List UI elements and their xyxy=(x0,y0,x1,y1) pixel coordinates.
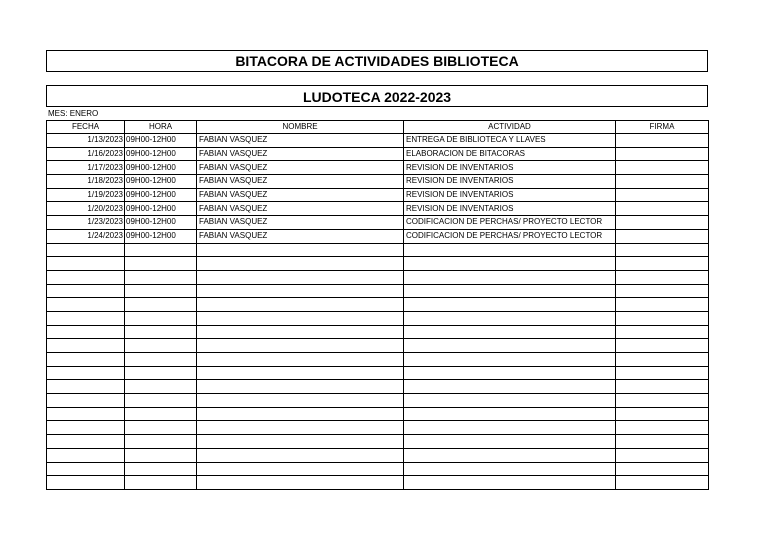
cell-hora xyxy=(125,435,197,449)
cell-nombre xyxy=(197,257,404,271)
cell-hora xyxy=(125,270,197,284)
cell-fecha xyxy=(47,339,125,353)
table-row xyxy=(47,339,709,353)
cell-firma xyxy=(616,243,709,257)
cell-actividad: REVISION DE INVENTARIOS xyxy=(404,175,616,189)
cell-nombre: FABIAN VASQUEZ xyxy=(197,229,404,243)
table-row xyxy=(47,188,709,202)
cell-actividad: ENTREGA DE BIBLIOTECA Y LLAVES xyxy=(404,134,616,148)
table-row xyxy=(47,448,709,462)
cell-fecha xyxy=(47,353,125,367)
cell-hora: 09H00-12H00 xyxy=(125,134,197,148)
cell-actividad: REVISION DE INVENTARIOS xyxy=(404,202,616,216)
cell-firma xyxy=(616,353,709,367)
cell-hora xyxy=(125,325,197,339)
cell-nombre xyxy=(197,462,404,476)
cell-firma xyxy=(616,339,709,353)
cell-hora xyxy=(125,298,197,312)
cell-actividad xyxy=(404,366,616,380)
cell-nombre: FABIAN VASQUEZ xyxy=(197,202,404,216)
cell-hora xyxy=(125,380,197,394)
cell-fecha xyxy=(47,325,125,339)
cell-firma xyxy=(616,380,709,394)
cell-fecha xyxy=(47,380,125,394)
cell-actividad xyxy=(404,353,616,367)
cell-hora xyxy=(125,421,197,435)
cell-actividad xyxy=(404,394,616,408)
cell-actividad xyxy=(404,435,616,449)
table-row xyxy=(47,325,709,339)
cell-fecha xyxy=(47,476,125,490)
cell-hora: 09H00-12H00 xyxy=(125,229,197,243)
cell-firma xyxy=(616,311,709,325)
cell-nombre xyxy=(197,435,404,449)
cell-firma xyxy=(616,229,709,243)
cell-fecha xyxy=(47,298,125,312)
cell-fecha: 1/18/2023 xyxy=(47,175,125,189)
cell-hora: 09H00-12H00 xyxy=(125,202,197,216)
cell-actividad xyxy=(404,311,616,325)
cell-hora xyxy=(125,394,197,408)
table-row xyxy=(47,243,709,257)
column-header-actividad: ACTIVIDAD xyxy=(404,121,616,134)
cell-actividad xyxy=(404,421,616,435)
cell-fecha xyxy=(47,311,125,325)
cell-actividad: CODIFICACION DE PERCHAS/ PROYECTO LECTOR xyxy=(404,229,616,243)
activity-log-table xyxy=(46,120,709,490)
cell-hora xyxy=(125,448,197,462)
table-row xyxy=(47,421,709,435)
cell-nombre xyxy=(197,284,404,298)
cell-fecha xyxy=(47,257,125,271)
cell-fecha: 1/16/2023 xyxy=(47,147,125,161)
cell-firma xyxy=(616,270,709,284)
cell-firma xyxy=(616,462,709,476)
cell-nombre: FABIAN VASQUEZ xyxy=(197,216,404,230)
cell-actividad xyxy=(404,270,616,284)
table-row xyxy=(47,407,709,421)
column-header-nombre: NOMBRE xyxy=(197,121,404,134)
document-title: BITACORA DE ACTIVIDADES BIBLIOTECA xyxy=(46,50,708,72)
cell-fecha xyxy=(47,394,125,408)
cell-firma xyxy=(616,175,709,189)
cell-firma xyxy=(616,298,709,312)
cell-fecha: 1/17/2023 xyxy=(47,161,125,175)
cell-fecha: 1/24/2023 xyxy=(47,229,125,243)
cell-actividad xyxy=(404,380,616,394)
cell-fecha: 1/13/2023 xyxy=(47,134,125,148)
cell-hora xyxy=(125,476,197,490)
table-row xyxy=(47,311,709,325)
cell-fecha xyxy=(47,366,125,380)
cell-actividad: ELABORACION DE BITACORAS xyxy=(404,147,616,161)
cell-nombre xyxy=(197,394,404,408)
cell-hora xyxy=(125,462,197,476)
cell-fecha xyxy=(47,421,125,435)
cell-fecha xyxy=(47,243,125,257)
cell-actividad xyxy=(404,325,616,339)
cell-fecha: 1/23/2023 xyxy=(47,216,125,230)
table-row xyxy=(47,216,709,230)
cell-nombre xyxy=(197,448,404,462)
cell-actividad xyxy=(404,298,616,312)
cell-firma xyxy=(616,476,709,490)
table-row xyxy=(47,462,709,476)
cell-nombre: FABIAN VASQUEZ xyxy=(197,161,404,175)
table-row xyxy=(47,202,709,216)
table-row xyxy=(47,394,709,408)
cell-nombre xyxy=(197,421,404,435)
cell-actividad xyxy=(404,284,616,298)
cell-nombre: FABIAN VASQUEZ xyxy=(197,188,404,202)
cell-actividad: CODIFICACION DE PERCHAS/ PROYECTO LECTOR xyxy=(404,216,616,230)
cell-nombre xyxy=(197,366,404,380)
cell-hora xyxy=(125,407,197,421)
cell-actividad xyxy=(404,407,616,421)
cell-hora xyxy=(125,284,197,298)
cell-nombre xyxy=(197,339,404,353)
cell-hora xyxy=(125,257,197,271)
cell-fecha: 1/20/2023 xyxy=(47,202,125,216)
cell-hora: 09H00-12H00 xyxy=(125,216,197,230)
column-header-fecha: FECHA xyxy=(47,121,125,134)
table-row xyxy=(47,366,709,380)
table-row xyxy=(47,134,709,148)
cell-nombre xyxy=(197,270,404,284)
table-row xyxy=(47,476,709,490)
cell-nombre: FABIAN VASQUEZ xyxy=(197,175,404,189)
table-row xyxy=(47,353,709,367)
table-header-row xyxy=(47,121,709,134)
cell-nombre xyxy=(197,243,404,257)
cell-actividad xyxy=(404,448,616,462)
cell-nombre: FABIAN VASQUEZ xyxy=(197,134,404,148)
cell-actividad xyxy=(404,462,616,476)
table-row xyxy=(47,147,709,161)
cell-firma xyxy=(616,188,709,202)
cell-actividad: REVISION DE INVENTARIOS xyxy=(404,188,616,202)
cell-nombre xyxy=(197,325,404,339)
cell-actividad: REVISION DE INVENTARIOS xyxy=(404,161,616,175)
cell-hora xyxy=(125,243,197,257)
cell-actividad xyxy=(404,243,616,257)
table-row xyxy=(47,298,709,312)
cell-nombre xyxy=(197,380,404,394)
cell-firma xyxy=(616,325,709,339)
cell-hora xyxy=(125,353,197,367)
cell-hora xyxy=(125,366,197,380)
cell-fecha xyxy=(47,407,125,421)
cell-fecha xyxy=(47,448,125,462)
table-row xyxy=(47,257,709,271)
table-row xyxy=(47,229,709,243)
cell-nombre xyxy=(197,407,404,421)
cell-firma xyxy=(616,202,709,216)
table-row xyxy=(47,161,709,175)
cell-firma xyxy=(616,448,709,462)
cell-firma xyxy=(616,161,709,175)
cell-nombre xyxy=(197,298,404,312)
cell-actividad xyxy=(404,339,616,353)
table-row xyxy=(47,284,709,298)
cell-firma xyxy=(616,407,709,421)
cell-firma xyxy=(616,134,709,148)
cell-fecha: 1/19/2023 xyxy=(47,188,125,202)
cell-firma xyxy=(616,284,709,298)
cell-firma xyxy=(616,435,709,449)
cell-fecha xyxy=(47,435,125,449)
cell-hora: 09H00-12H00 xyxy=(125,147,197,161)
cell-fecha xyxy=(47,284,125,298)
cell-hora: 09H00-12H00 xyxy=(125,161,197,175)
cell-nombre xyxy=(197,353,404,367)
cell-hora: 09H00-12H00 xyxy=(125,175,197,189)
table-row xyxy=(47,380,709,394)
cell-hora xyxy=(125,339,197,353)
cell-firma xyxy=(616,394,709,408)
month-label: MES: ENERO xyxy=(48,109,99,118)
cell-nombre xyxy=(197,311,404,325)
cell-actividad xyxy=(404,476,616,490)
table-row xyxy=(47,175,709,189)
column-header-hora: HORA xyxy=(125,121,197,134)
document-subtitle: LUDOTECA 2022-2023 xyxy=(46,85,708,107)
table-row xyxy=(47,270,709,284)
cell-actividad xyxy=(404,257,616,271)
cell-fecha xyxy=(47,270,125,284)
table-row xyxy=(47,435,709,449)
cell-firma xyxy=(616,216,709,230)
cell-hora xyxy=(125,311,197,325)
column-header-firma: FIRMA xyxy=(616,121,709,134)
cell-nombre xyxy=(197,476,404,490)
cell-firma xyxy=(616,257,709,271)
cell-firma xyxy=(616,147,709,161)
cell-nombre: FABIAN VASQUEZ xyxy=(197,147,404,161)
cell-hora: 09H00-12H00 xyxy=(125,188,197,202)
cell-firma xyxy=(616,366,709,380)
cell-fecha xyxy=(47,462,125,476)
cell-firma xyxy=(616,421,709,435)
